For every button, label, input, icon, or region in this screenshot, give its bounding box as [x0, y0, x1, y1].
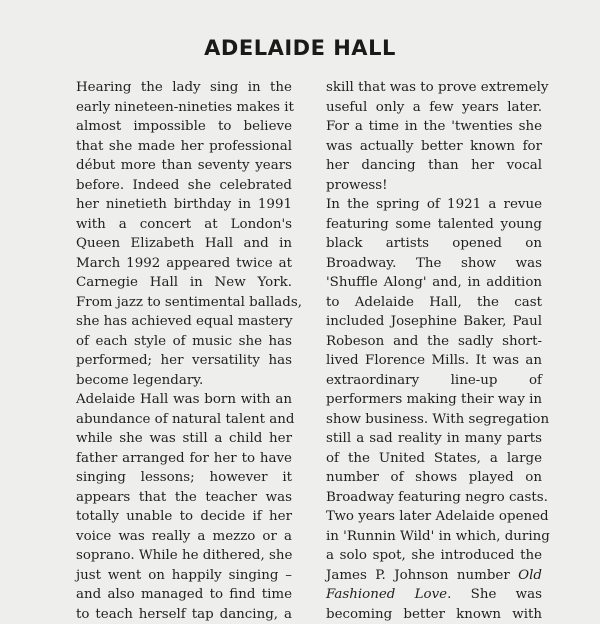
text-line: useful only a few years later. — [326, 98, 542, 118]
text-line: a solo spot, she introduced the — [326, 546, 542, 566]
text-line: In the spring of 1921 a revue — [326, 195, 542, 215]
text-line: black artists opened on — [326, 234, 542, 254]
text-line: totally unable to decide if her — [76, 507, 292, 527]
text-line: Carnegie Hall in New York. — [76, 273, 292, 293]
text-line: Broadway. The show was — [326, 254, 542, 274]
text-line: For a time in the 'twenties she — [326, 117, 542, 137]
text-line: that she made her professional — [76, 137, 292, 157]
text-line: featuring some talented young — [326, 215, 542, 235]
text-line: her dancing than her vocal — [326, 156, 542, 176]
text-line: included Josephine Baker, Paul — [326, 312, 542, 332]
text-line: to Adelaide Hall, the cast — [326, 293, 542, 313]
text-line: early nineteen-nineties makes it — [76, 98, 292, 118]
right-text-column — [326, 78, 542, 624]
text-line: 'Shuffle Along' and, in addition — [326, 273, 542, 293]
text-line: lived Florence Mills. It was an — [326, 351, 542, 371]
text-line: prowess! — [326, 176, 542, 196]
text-line: soprano. While he dithered, she — [76, 546, 292, 566]
text-line: Adelaide Hall was born with an — [76, 390, 292, 410]
text-line: Broadway featuring negro casts. — [326, 488, 542, 508]
text-line: she has achieved equal mastery — [76, 312, 292, 332]
text-line: Two years later Adelaide opened — [326, 507, 542, 527]
text-line: singing lessons; however it — [76, 468, 292, 488]
text-line: almost impossible to believe — [76, 117, 292, 137]
text-line: skill that was to prove extremely — [326, 78, 542, 98]
text-line: Queen Elizabeth Hall and in — [76, 234, 292, 254]
text-line: becoming better known with — [326, 605, 542, 624]
page-title: ADELAIDE HALL — [0, 36, 600, 60]
text-line: Robeson and the sadly short- — [326, 332, 542, 352]
text-line: just went on happily singing – — [76, 566, 292, 586]
text-line: number of shows played on — [326, 468, 542, 488]
text-line: become legendary. — [76, 371, 292, 391]
text-line: March 1992 appeared twice at — [76, 254, 292, 274]
text-line: before. Indeed she celebrated — [76, 176, 292, 196]
text-line: performed; her versatility has — [76, 351, 292, 371]
text-line: From jazz to sentimental ballads, — [76, 293, 292, 313]
text-line: voice was really a mezzo or a — [76, 527, 292, 547]
text-line: her ninetieth birthday in 1991 — [76, 195, 292, 215]
text-line: to teach herself tap dancing, a — [76, 605, 292, 624]
text-line: abundance of natural talent and — [76, 410, 292, 430]
text-line: performers making their way in — [326, 390, 542, 410]
text-line: extraordinary line-up of — [326, 371, 542, 391]
song-title: Fashioned Love — [326, 587, 447, 602]
text-line: show business. With segregation — [326, 410, 542, 430]
song-title: Old — [518, 568, 542, 583]
text-line: with a concert at London's — [76, 215, 292, 235]
text-line: début more than seventy years — [76, 156, 292, 176]
text-line: still a sad reality in many parts — [326, 429, 542, 449]
text-line: was actually better known for — [326, 137, 542, 157]
text-line: father arranged for her to have — [76, 449, 292, 469]
text-line: and also managed to find time — [76, 585, 292, 605]
text-line: Fashioned Love. She was — [326, 585, 542, 605]
text-line: James P. Johnson number Old — [326, 566, 542, 586]
text-line: Hearing the lady sing in the — [76, 78, 292, 98]
text-line: of each style of music she has — [76, 332, 292, 352]
text-line: appears that the teacher was — [76, 488, 292, 508]
text-line: of the United States, a large — [326, 449, 542, 469]
left-text-column — [76, 78, 292, 624]
text-line: in 'Runnin Wild' in which, during — [326, 527, 542, 547]
text-line: while she was still a child her — [76, 429, 292, 449]
